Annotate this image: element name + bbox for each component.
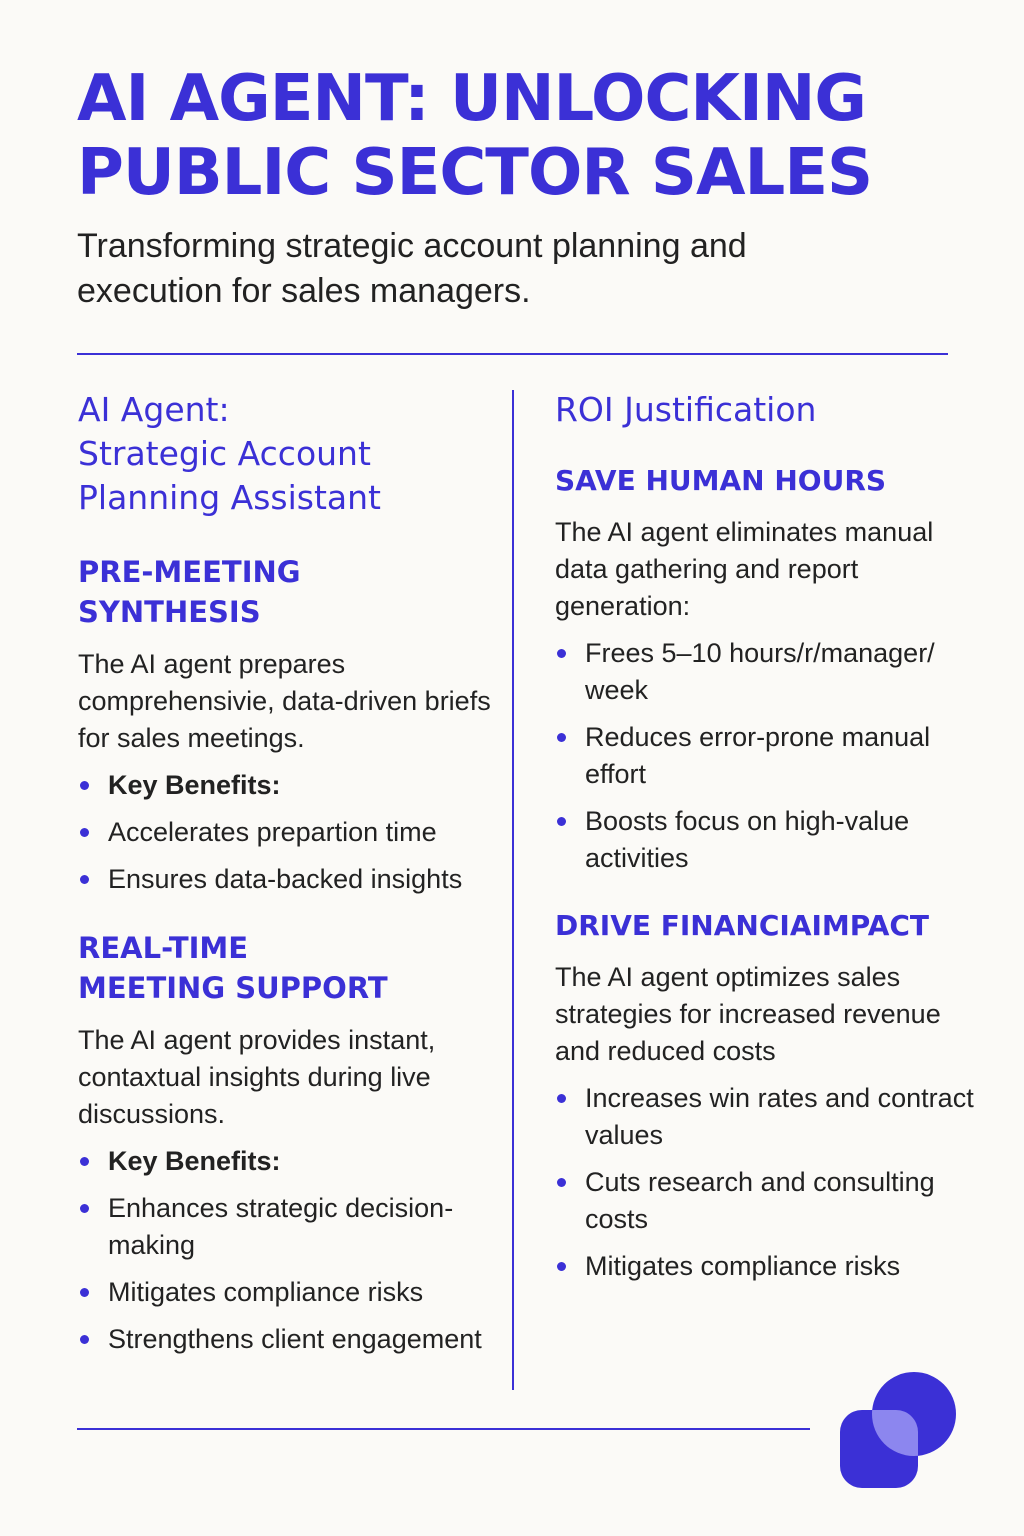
page-title	[77, 62, 977, 210]
bullet-dot-icon	[557, 817, 566, 826]
page-title-line-2: PUBLIC SECTOR SALES	[77, 136, 873, 210]
bullet-dot-icon	[557, 1178, 566, 1187]
list-item-text: Frees 5–10 hours/r/manager/ week	[585, 638, 935, 705]
list-item	[78, 1274, 498, 1311]
list-item	[78, 861, 498, 898]
list-item-text: Boosts focus on high-value activities	[585, 806, 910, 873]
section-heading-financial-impact: DRIVE FINANCIAIMPACT	[555, 909, 930, 942]
list-item-text: Increases win rates and contract values	[585, 1083, 974, 1150]
section-heading-line-1: PRE-MEETING	[78, 555, 301, 589]
list-item	[78, 1190, 498, 1264]
list-item	[555, 1080, 985, 1154]
bullet-list-real-time	[78, 1143, 498, 1358]
right-column-title: ROI Justification	[555, 390, 817, 429]
bullet-list-save-hours	[555, 635, 985, 877]
bullet-dot-icon	[557, 649, 566, 658]
left-title-line-3: Planning Assistant	[78, 478, 381, 517]
list-item	[78, 814, 498, 851]
left-column-title	[78, 388, 498, 520]
section-heading-line-2: MEETING SUPPORT	[78, 971, 388, 1005]
page-subtitle	[77, 224, 877, 314]
list-item	[78, 1143, 498, 1180]
page-subtitle-line-1: Transforming strategic account planning and	[77, 227, 747, 265]
bullet-dot-icon	[557, 733, 566, 742]
list-item	[555, 635, 985, 709]
section-heading-save-hours: SAVE HUMAN HOURS	[555, 464, 887, 497]
page-title-line-1: AI AGENT: UNLOCKING	[77, 62, 866, 136]
list-item-text: Ensures data-backed insights	[108, 864, 463, 894]
list-item	[555, 803, 985, 877]
section-body-pre-meeting: The AI agent prepares comprehensivie, data-driven briefs for sales meetings.	[78, 649, 491, 753]
list-item	[555, 1164, 985, 1238]
section-body-financial-impact: The AI agent optimizes sales strategies for increased revenue and reduced costs	[555, 962, 941, 1066]
section-body-real-time: The AI agent provides instant, contaxtual insights during live discussions.	[78, 1025, 436, 1129]
list-item	[555, 1248, 985, 1285]
page-subtitle-line-2: execution for sales managers.	[77, 272, 531, 310]
left-column	[78, 388, 498, 1388]
section-heading-line-1: REAL-TIME	[78, 931, 249, 965]
bullet-dot-icon	[80, 1204, 89, 1213]
bullet-dot-icon	[557, 1094, 566, 1103]
list-item	[555, 719, 985, 793]
list-item-text: Cuts research and consulting costs	[585, 1167, 935, 1234]
overlapping-shapes-logo-icon	[838, 1372, 962, 1492]
list-item-text: Key Benefits:	[108, 1146, 281, 1176]
list-item	[78, 767, 498, 804]
list-item-text: Enhances strategic decision-making	[108, 1193, 454, 1260]
section-heading-pre-meeting	[78, 552, 498, 632]
list-item-text: Key Benefits:	[108, 770, 281, 800]
bullet-list-financial-impact	[555, 1080, 985, 1285]
right-column	[555, 388, 985, 1315]
bullet-dot-icon	[80, 875, 89, 884]
bullet-list-pre-meeting	[78, 767, 498, 898]
left-title-line-1: AI Agent:	[78, 390, 230, 429]
list-item-text: Mitigates compliance risks	[585, 1251, 901, 1281]
list-item-text: Reduces error-prone manual effort	[585, 722, 931, 789]
list-item-text: Strengthens client engagement	[108, 1324, 482, 1354]
column-divider	[512, 390, 514, 1390]
list-item-text: Accelerates prepartion time	[108, 817, 437, 847]
top-divider	[77, 353, 948, 355]
left-title-line-2: Strategic Account	[78, 434, 371, 473]
list-item	[78, 1321, 498, 1358]
bullet-dot-icon	[80, 1288, 89, 1297]
section-heading-line-2: SYNTHESIS	[78, 595, 261, 629]
bullet-dot-icon	[80, 828, 89, 837]
section-heading-real-time	[78, 928, 498, 1008]
list-item-text: Mitigates compliance risks	[108, 1277, 424, 1307]
bullet-dot-icon	[557, 1262, 566, 1271]
section-body-save-hours: The AI agent eliminates manual data gathering and report generation:	[555, 517, 934, 621]
bottom-divider	[77, 1428, 810, 1430]
bullet-dot-icon	[80, 1335, 89, 1344]
bullet-dot-icon	[80, 781, 89, 790]
bullet-dot-icon	[80, 1157, 89, 1166]
